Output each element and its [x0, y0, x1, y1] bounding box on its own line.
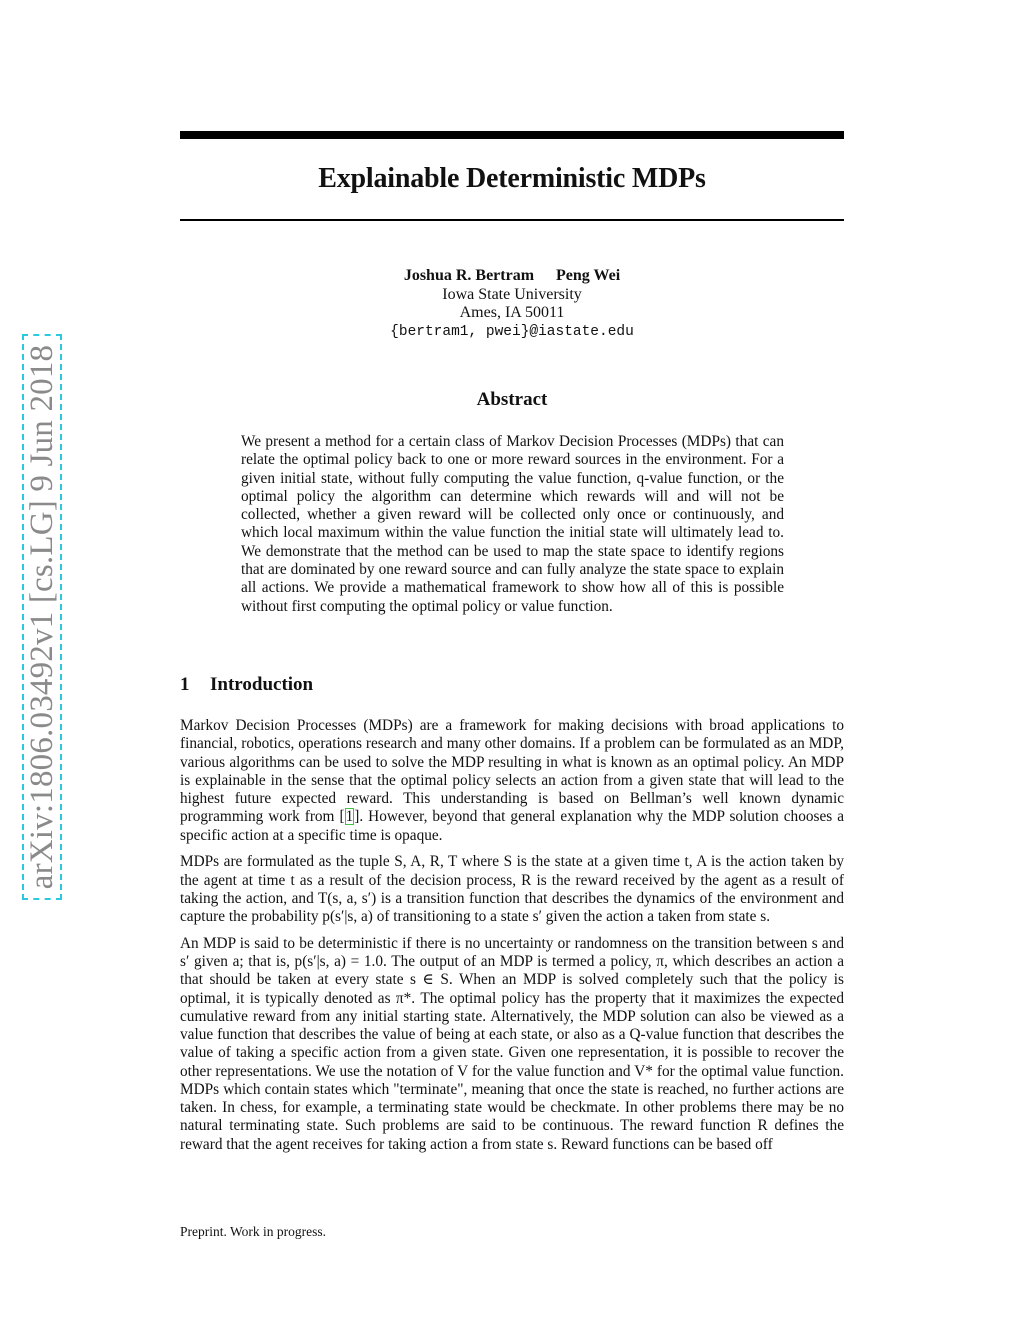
- citation-link[interactable]: 1: [345, 808, 354, 826]
- paragraph-text: ]. However, beyond that general explanation why the MDP solution chooses a specific action at a specific time is opaque.: [180, 808, 844, 844]
- author-name: Joshua R. Bertram: [403, 267, 535, 284]
- paragraph: [180, 717, 844, 845]
- paragraph-text: Markov Decision Processes (MDPs) are a framework for making decisions with broad applications to financial, robotics, operations research and many other domains. If a problem can be formulated as an MDP, various algorithms can be used to solve the MDP resulting in what is known as an optimal policy. An MDP is explainable in the sense that the optimal policy selects an action from a given state that will lead to the highest future expected reward. This understanding is based on Bellman’s well known dynamic programming work from [: [180, 717, 844, 826]
- paper-title: Explainable Deterministic MDPs: [318, 163, 706, 194]
- author-names: [180, 267, 844, 286]
- section-number: 1: [180, 674, 190, 695]
- author-name: Peng Wei: [556, 267, 621, 284]
- paragraph: MDPs are formulated as the tuple S, A, R, T where S is the state at a given time t, A is the action taken by the agent at time t as a result of the decision process, R is the reward received by the agent as a result of taking the action, and T(s, a, s′) is a transition function that describes the dynamics of the environment and capture the probability p(s′|s, a) of transitioning to a state s′ given the action a taken from state s.: [180, 853, 844, 926]
- arxiv-stamp-text: arXiv:1806.03492v1 [cs.LG] 9 Jun 2018: [22, 334, 62, 900]
- paragraph: An MDP is said to be deterministic if there is no uncertainty or randomness on the transition between s and s′ given a; that is, p(s′|s, a) = 1.0. The output of an MDP is termed a policy, π, which describes an action a that should be taken at every state s ∈ S. When an MDP is solved completely such that the policy is optimal, it is typically denoted as π*. The optimal policy has the property that it maximizes the expected cumulative reward from any initial starting state. Alternatively, the MDP solution can also be viewed as a value function that describes the value of being at each state, or also as a Q-value function that describes the value of taking a specific action from a given state. Given one representation, it is possible to recover the other representations. We use the notation of V for the value function and V* for the optimal value function. MDPs which contain states which "terminate", meaning that once the state is reached, no further actions are taken. In chess, for example, a terminating state would be checkmate. In other problems there may be no natural terminating state. Such problems are said to be continuous. The reward function R defines the reward that the agent receives for taking action a from state s. Reward functions can be based off: [180, 934, 844, 1153]
- address: Ames, IA 50011: [459, 304, 565, 321]
- section-heading: [180, 673, 313, 697]
- affiliation: Iowa State University: [442, 285, 582, 303]
- section-body: [180, 717, 844, 1163]
- abstract-text: We present a method for a certain class of Markov Decision Processes (MDPs) that can relate the optimal policy back to one or more reward sources in the environment. For a given initial state, without fully computing the value function, q-value function, or the optimal policy the algorithm can determine which rewards will and will not be collected, whether a given reward will be collected only once or continuously, and which local maximum within the value function the initial state will ultimately lead to. We demonstrate that the method can be used to map the state space to identify regions that are dominated by one reward source and can fully analyze the state space to explain all actions. We provide a mathematical framework to show how all of this is possible without first computing the optimal policy or value function.: [241, 433, 784, 615]
- title-top-rule: [180, 131, 844, 139]
- email: {bertram1, pwei}@iastate.edu: [390, 323, 634, 340]
- author-block: [180, 267, 844, 341]
- arxiv-stamp: [22, 334, 62, 900]
- abstract-heading: Abstract: [476, 389, 548, 410]
- footer-note: Preprint. Work in progress.: [180, 1224, 327, 1239]
- title-bottom-rule: [180, 219, 844, 221]
- section-title: Introduction: [210, 674, 314, 695]
